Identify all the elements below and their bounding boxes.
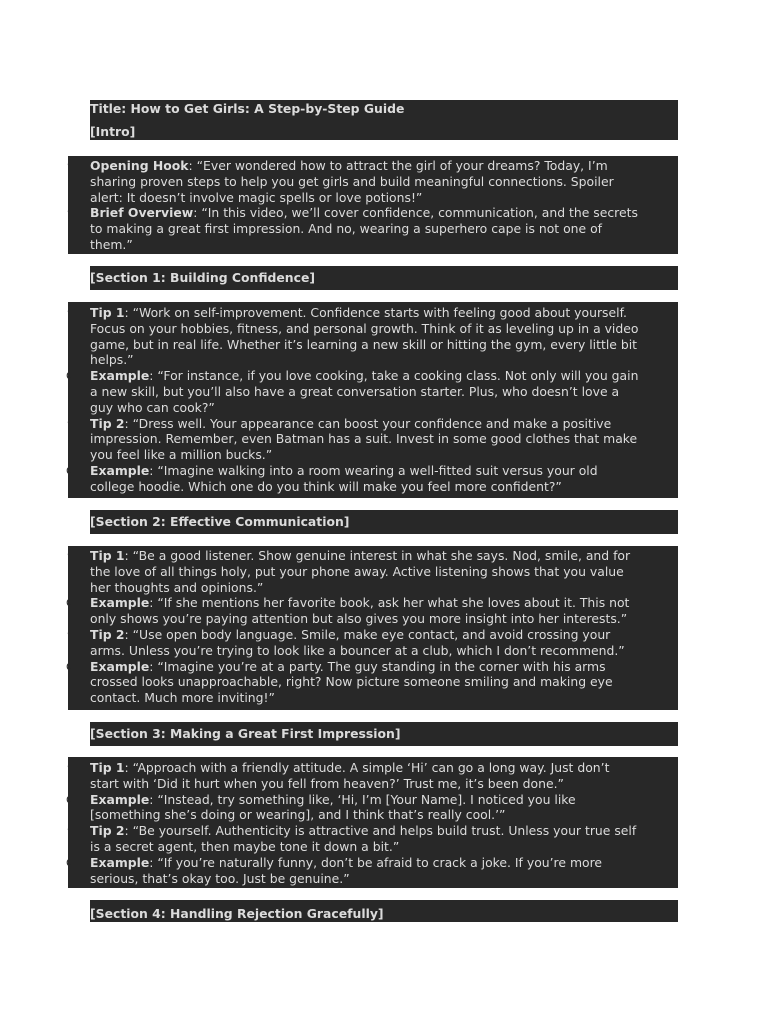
section-heading: [Section 3: Making a Great First Impression] bbox=[90, 726, 401, 741]
item-label: Example bbox=[90, 368, 150, 384]
list-item-line: them.” bbox=[90, 237, 133, 252]
bullet-icon: • bbox=[66, 823, 74, 838]
list-item-line bbox=[90, 205, 680, 221]
page-title: Title: How to Get Girls: A Step-by-Step Guide bbox=[90, 101, 405, 116]
bullet-icon: • bbox=[66, 205, 74, 220]
list-item-line bbox=[90, 760, 680, 776]
section-heading: [Section 2: Effective Communication] bbox=[90, 514, 350, 529]
section-heading: [Section 1: Building Confidence] bbox=[90, 270, 316, 285]
sub-bullet-icon: o bbox=[66, 658, 74, 673]
list-item-line: only shows you’re paying attention but also gives you more insight into her interests.” bbox=[90, 611, 628, 627]
item-text: : “For instance, if you love cooking, take a cooking class. Not only will you gain bbox=[149, 368, 639, 384]
list-item-line: to making a great first impression. And no, wearing a superhero cape is not one of bbox=[90, 221, 603, 237]
item-text: : “Ever wondered how to attract the girl of your dreams? Today, I’m bbox=[188, 158, 608, 173]
item-label: Example bbox=[90, 463, 150, 478]
item-label: Tip 2 bbox=[90, 627, 125, 642]
item-text: : “Be yourself. Authenticity is attractive and helps build trust. Unless your true self bbox=[124, 823, 637, 839]
item-text: : “Dress well. Your appearance can boost your confidence and make a positive bbox=[124, 415, 612, 431]
list-item-line bbox=[90, 855, 680, 871]
list-item-line bbox=[90, 823, 680, 839]
list-item-line bbox=[90, 463, 680, 479]
item-text: : “Imagine you’re at a party. The guy standing in the corner with his arms bbox=[149, 658, 606, 674]
item-text: : “If she mentions her favorite book, ask her what she loves about it. This not bbox=[149, 595, 630, 611]
bullet-icon: • bbox=[66, 415, 74, 430]
section-heading: [Section 4: Handling Rejection Gracefully] bbox=[90, 906, 384, 921]
list-item-line: contact. Much more inviting!” bbox=[90, 690, 275, 706]
item-text: : “Imagine walking into a room wearing a well-fitted suit versus your old bbox=[149, 463, 598, 478]
item-label: Example bbox=[90, 658, 150, 674]
item-label: Tip 1 bbox=[90, 305, 125, 320]
item-label: Example bbox=[90, 854, 150, 870]
list-item-line: her thoughts and opinions.” bbox=[90, 579, 264, 595]
item-text: : “Use open body language. Smile, make eye contact, and avoid crossing your bbox=[124, 627, 611, 642]
list-item-line bbox=[90, 416, 680, 432]
list-item-line: sharing proven steps to help you get girls and build meaningful connections. Spoiler bbox=[90, 173, 614, 189]
list-item-line bbox=[90, 368, 680, 384]
list-item-line: college hoodie. Which one do you think will make you feel more confident?” bbox=[90, 478, 562, 494]
list-item-line: alert: It doesn’t involve magic spells or love potions!” bbox=[90, 189, 423, 205]
item-label: Tip 2 bbox=[90, 415, 125, 431]
list-item-line bbox=[90, 305, 680, 321]
list-item-line: Focus on your hobbies, fitness, and personal growth. Think of it as leveling up in a video bbox=[90, 320, 639, 336]
sub-bullet-icon: o bbox=[66, 595, 74, 610]
item-label: Example bbox=[90, 595, 150, 611]
list-item-line bbox=[90, 792, 680, 808]
sub-bullet-icon: o bbox=[66, 791, 74, 806]
list-item-line: arms. Unless you’re trying to look like a bouncer at a club, which I don’t recommend.” bbox=[90, 642, 625, 658]
list-item-line bbox=[90, 627, 680, 643]
sub-bullet-icon: o bbox=[66, 854, 74, 869]
bullet-icon: • bbox=[66, 760, 74, 774]
list-item-line bbox=[90, 659, 680, 675]
item-text: : “Approach with a friendly attitude. A simple ‘Hi’ can go a long way. Just don’t bbox=[124, 760, 610, 775]
list-item-line: guy who can cook?” bbox=[90, 399, 215, 415]
item-text: : “Instead, try something like, ‘Hi, I’m [Your Name]. I noticed you like bbox=[149, 791, 576, 807]
list-item-line: serious, that’s okay too. Just be genuine.” bbox=[90, 870, 350, 886]
bullet-icon: • bbox=[66, 158, 74, 172]
sub-bullet-icon: o bbox=[66, 463, 74, 477]
item-label: Tip 1 bbox=[90, 548, 125, 563]
list-item-line bbox=[90, 595, 680, 611]
item-label: Tip 1 bbox=[90, 760, 125, 775]
list-item-line: impression. Remember, even Batman has a suit. Invest in some good clothes that make bbox=[90, 431, 638, 447]
item-text: : “Work on self-improvement. Confidence starts with feeling good about yourself. bbox=[124, 305, 627, 320]
list-item-line: the love of all things holy, put your phone away. Active listening shows that you value bbox=[90, 563, 624, 579]
list-item-line: is a secret agent, then maybe tone it down a bit.” bbox=[90, 839, 400, 854]
list-item-line: a new skill, but you’ll also have a great conversation starter. Plus, who doesn’t love a bbox=[90, 384, 620, 399]
item-text: : “Be a good listener. Show genuine interest in what she says. Nod, smile, and for bbox=[124, 548, 631, 563]
item-label: Example bbox=[90, 791, 150, 807]
sub-bullet-icon: o bbox=[66, 368, 74, 383]
item-label: Opening Hook bbox=[90, 158, 189, 173]
list-item-line bbox=[90, 158, 680, 174]
list-item-line: start with ‘Did it hurt when you fell from heaven?’ Trust me, it’s been done.” bbox=[90, 775, 564, 791]
list-item-line: crossed looks unapproachable, right? Now picture someone smiling and making eye bbox=[90, 674, 613, 690]
list-item-line: helps.” bbox=[90, 352, 134, 368]
item-label: Brief Overview bbox=[90, 205, 194, 221]
bullet-icon: • bbox=[66, 305, 74, 319]
list-item-line: [something she’s doing or wearing], and I think that’s really cool.’” bbox=[90, 807, 506, 823]
item-text: : “In this video, we’ll cover confidence, communication, and the secrets bbox=[193, 205, 638, 221]
bullet-icon: • bbox=[66, 548, 74, 562]
list-item-line bbox=[90, 548, 680, 564]
item-label: Tip 2 bbox=[90, 823, 125, 839]
list-item-line: you feel like a million bucks.” bbox=[90, 447, 273, 463]
bullet-icon: • bbox=[66, 627, 74, 641]
section-heading: [Intro] bbox=[90, 124, 136, 139]
item-text: : “If you’re naturally funny, don’t be afraid to crack a joke. If you’re more bbox=[149, 854, 603, 870]
list-item-line: game, but in real life. Whether it’s learning a new skill or hitting the gym, every little bit bbox=[90, 336, 637, 352]
